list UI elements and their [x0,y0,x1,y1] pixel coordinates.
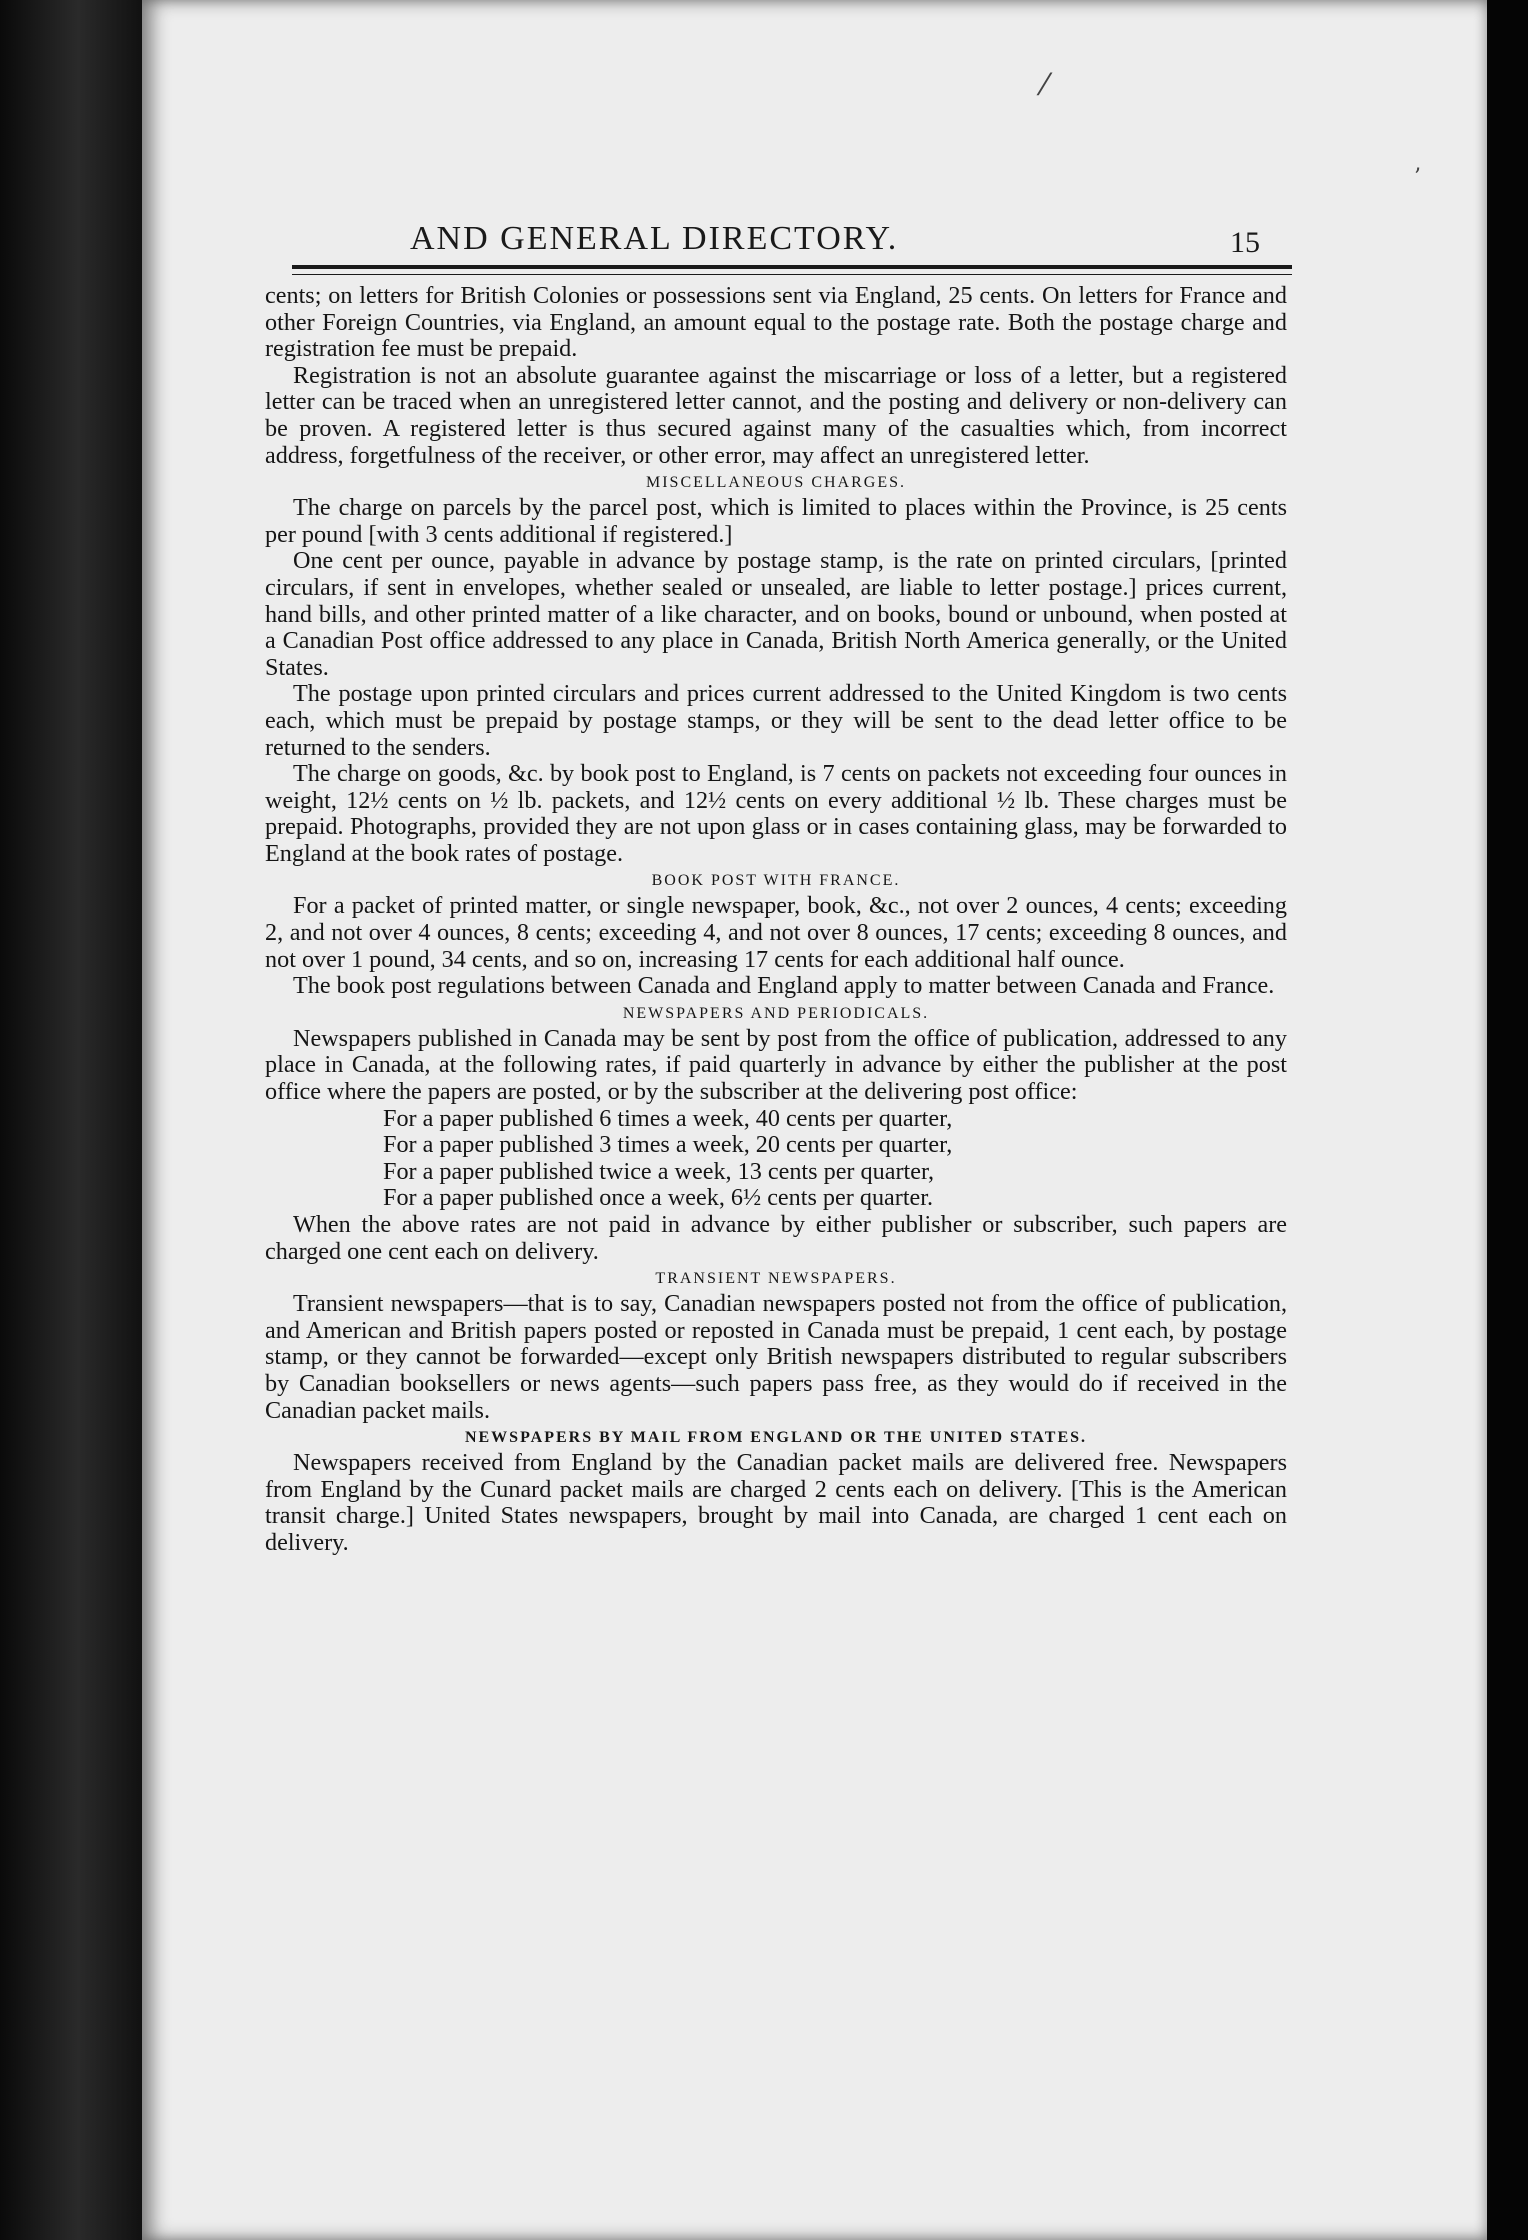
list-item: For a paper published twice a week, 13 cents per quarter, [383,1157,935,1185]
paragraph-france-packet-rates: For a packet of printed matter, or single newspaper, book, &c., not over 2 ounces, 4 cents; exceeding 2, and not over 4 ounces, 8 cents; exceeding 4, and not over 8 ounces, 17 cents; exceeding 8 ounces, and not over 1 pound, 34 cents, and so on, increasing 17 cents for each additional half ounce. [265,892,1287,973]
heading-newspapers-periodicals: NEWSPAPERS AND PERIODICALS. [622,1004,930,1022]
page-body [265,283,1287,1557]
paragraph-printed-circulars: One cent per ounce, payable in advance by postage stamp, is the rate on printed circulars, [printed circulars, if sent in envelopes, whether sealed or unsealed, are liable to letter postage.] prices current, hand bills, and other printed matter of a like character, and on books, bound or unbound, when posted at a Canadian Post office addressed to any place in Canada, British North America generally, or the United States. [265,547,1287,681]
pencil-mark-top: ⁄ [1042,68,1048,103]
paragraph-france-regulations: The book post regulations between Canada and England apply to matter between Canada and France. [293,972,1275,1000]
heading-mail-from-england-us: NEWSPAPERS BY MAIL FROM ENGLAND OR THE UNITED STATES. [464,1429,1088,1447]
paragraph-unpaid-rates: When the above rates are not paid in advance by either publisher or subscriber, such papers are charged one cent each on delivery. [265,1211,1287,1265]
paragraph-book-post-england: The charge on goods, &c. by book post to England, is 7 cents on packets not exceeding four ounces in weight, 12½ cents on ½ lb. packets, and 12½ cents on every additional ½ lb. These charges must be prepaid. Photographs, provided they are not upon glass or in cases containing glass, may be forwarded to England at the book rates of postage. [265,760,1287,867]
paragraph-united-kingdom-circulars: The postage upon printed circulars and prices current addressed to the United Kingdom is two cents each, which must be prepaid by postage stamps, or they will be sent to the dead letter office to be returned to the senders. [265,680,1287,761]
paragraph-registered-letter-rates: cents; on letters for British Colonies or possessions sent via England, 25 cents. On letters for France and other Foreign Countries, via England, an amount equal to the postage rate. Both the postage charge and registration fee must be prepaid. [265,282,1287,363]
paragraph-newspaper-postage: Newspapers published in Canada may be sent by post from the office of publication, addressed to any place in Canada, at the following rates, if paid quarterly in advance by either the publisher at the post office where the papers are posted, or by the subscriber at the delivering post office: [265,1024,1287,1106]
paragraph-parcel-post: The charge on parcels by the parcel post, which is limited to places within the Province, is 25 cents per pound [with 3 cents additional if registered.] [265,494,1287,548]
paragraph-mail-from-england-us: Newspapers received from England by the Canadian packet mails are delivered free. Newspapers from England by the Cunard packet mails are charged 2 cents each on delivery. [This is the American transit charge.] United States newspapers, brought by mail into Canada, are charged 1 cent each on delivery. [265,1449,1287,1556]
book-gutter-shadow [0,0,142,2240]
pencil-mark-corner: ’ [1414,165,1421,190]
page-header [410,220,1270,260]
page-number: 15 [1230,226,1260,259]
newspaper-rate-list [265,1106,1287,1212]
heading-transient-newspapers: TRANSIENT NEWSPAPERS. [655,1270,897,1288]
heading-miscellaneous-charges: MISCELLANEOUS CHARGES. [645,474,906,492]
list-item: For a paper published once a week, 6½ cents per quarter. [383,1184,934,1212]
paragraph-transient-newspapers: Transient newspapers—that is to say, Canadian newspapers posted not from the office of publication, and American and British papers posted or reposted in Canada must be prepaid, 1 cent each, by postage stamp, or they cannot be forwarded—except only British newspapers distributed to regular subscribers by Canadian booksellers or news agents—such papers pass free, as they would do if received in the Canadian packet mails. [265,1290,1287,1424]
list-item: For a paper published 6 times a week, 40 cents per quarter, [383,1104,953,1132]
paragraph-registration-note: Registration is not an absolute guarantee against the miscarriage or loss of a letter, but a registered letter can be traced when an unregistered letter cannot, and the posting and delivery or non-delivery can be proven. A registered letter is thus secured against many of the casualties which, from incorrect address, forgetfulness of the receiver, or other error, may affect an unregistered letter. [265,361,1287,469]
header-rule-thin [292,274,1292,275]
header-rule-thick [292,265,1292,269]
running-title: AND GENERAL DIRECTORY. [410,220,899,257]
heading-book-post-france: BOOK POST WITH FRANCE. [651,872,901,890]
list-item: For a paper published 3 times a week, 20 cents per quarter, [383,1131,953,1159]
